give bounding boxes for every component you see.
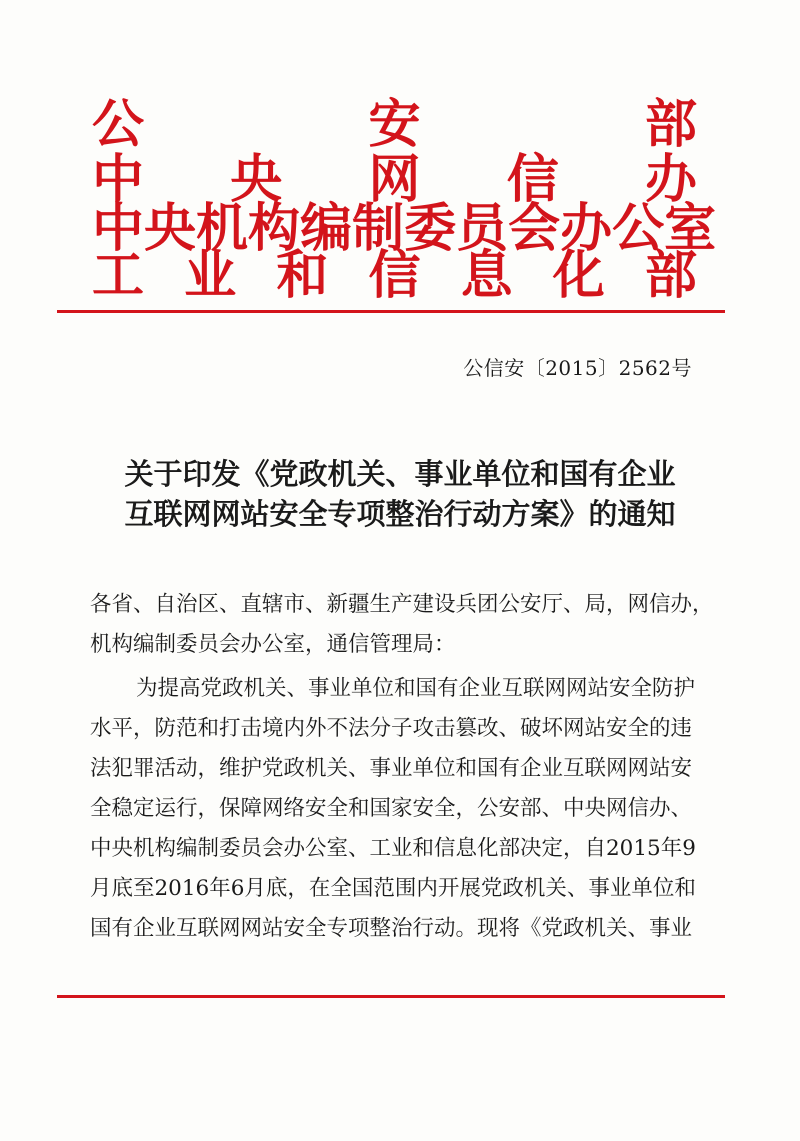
- salutation-line: 机构编制委员会办公室，通信管理局：: [90, 632, 456, 657]
- agency-char: 网: [368, 149, 421, 210]
- agency-char: 安: [368, 94, 421, 155]
- agency-char: 员: [456, 198, 509, 259]
- agency-char: 信: [506, 149, 559, 210]
- header-divider: [57, 310, 725, 313]
- body-paragraph: [90, 669, 710, 949]
- agency-char: 中: [92, 198, 145, 259]
- agency-line-miit: [92, 247, 697, 305]
- agency-char: 构: [248, 198, 301, 259]
- agency-char: 公: [612, 198, 665, 259]
- agency-line-public-security: [92, 96, 697, 154]
- agency-char: 央: [230, 149, 283, 210]
- paragraph-line: 中央机构编制委员会办公室、工业和信息化部决定，自2015年9: [90, 836, 696, 861]
- agency-char: 业: [184, 245, 237, 306]
- paragraph-line: 国有企业互联网网站安全专项整治行动。现将《党政机关、事业: [90, 916, 693, 941]
- paragraph-line: 月底至2016年6月底，在全国范围内开展党政机关、事业单位和: [90, 876, 696, 901]
- agency-char: 会: [508, 198, 561, 259]
- agency-char: 制: [352, 198, 405, 259]
- agency-char: 办: [644, 149, 697, 210]
- agency-char: 工: [92, 245, 145, 306]
- salutation-line: 各省、自治区、直辖市、新疆生产建设兵团公安厅、局，网信办，: [90, 592, 714, 617]
- agency-char: 央: [144, 198, 197, 259]
- agency-char: 部: [644, 245, 697, 306]
- agency-char: 部: [644, 94, 697, 155]
- paragraph-line: 法犯罪活动，维护党政机关、事业单位和国有企业互联网网站安: [90, 756, 693, 781]
- paragraph-line: 为提高党政机关、事业单位和国有企业互联网网站安全防护: [136, 676, 696, 701]
- agency-char: 化: [552, 245, 605, 306]
- agency-char: 信: [368, 245, 421, 306]
- agency-char: 公: [92, 94, 145, 155]
- agency-char: 委: [404, 198, 457, 259]
- agency-char: 机: [196, 198, 249, 259]
- agency-char: 办: [560, 198, 613, 259]
- salutation: [90, 585, 714, 665]
- agency-char: 息: [460, 245, 513, 306]
- agency-char: 室: [664, 198, 717, 259]
- agency-char: 和: [276, 245, 329, 306]
- paragraph-line: 全稳定运行，保障网络安全和国家安全，公安部、中央网信办、: [90, 796, 693, 821]
- title-line-2: 互联网网站安全专项整治行动方案》的通知: [124, 497, 676, 531]
- agency-char: 中: [92, 149, 145, 210]
- footer-divider: [57, 995, 725, 998]
- paragraph-line: 水平，防范和打击境内外不法分子攻击篡改、破坏网站安全的违: [90, 716, 693, 741]
- agency-char: 编: [300, 198, 353, 259]
- document-number: 公信安〔2015〕2562号: [463, 356, 692, 380]
- title-line-1: 关于印发《党政机关、事业单位和国有企业: [124, 457, 676, 491]
